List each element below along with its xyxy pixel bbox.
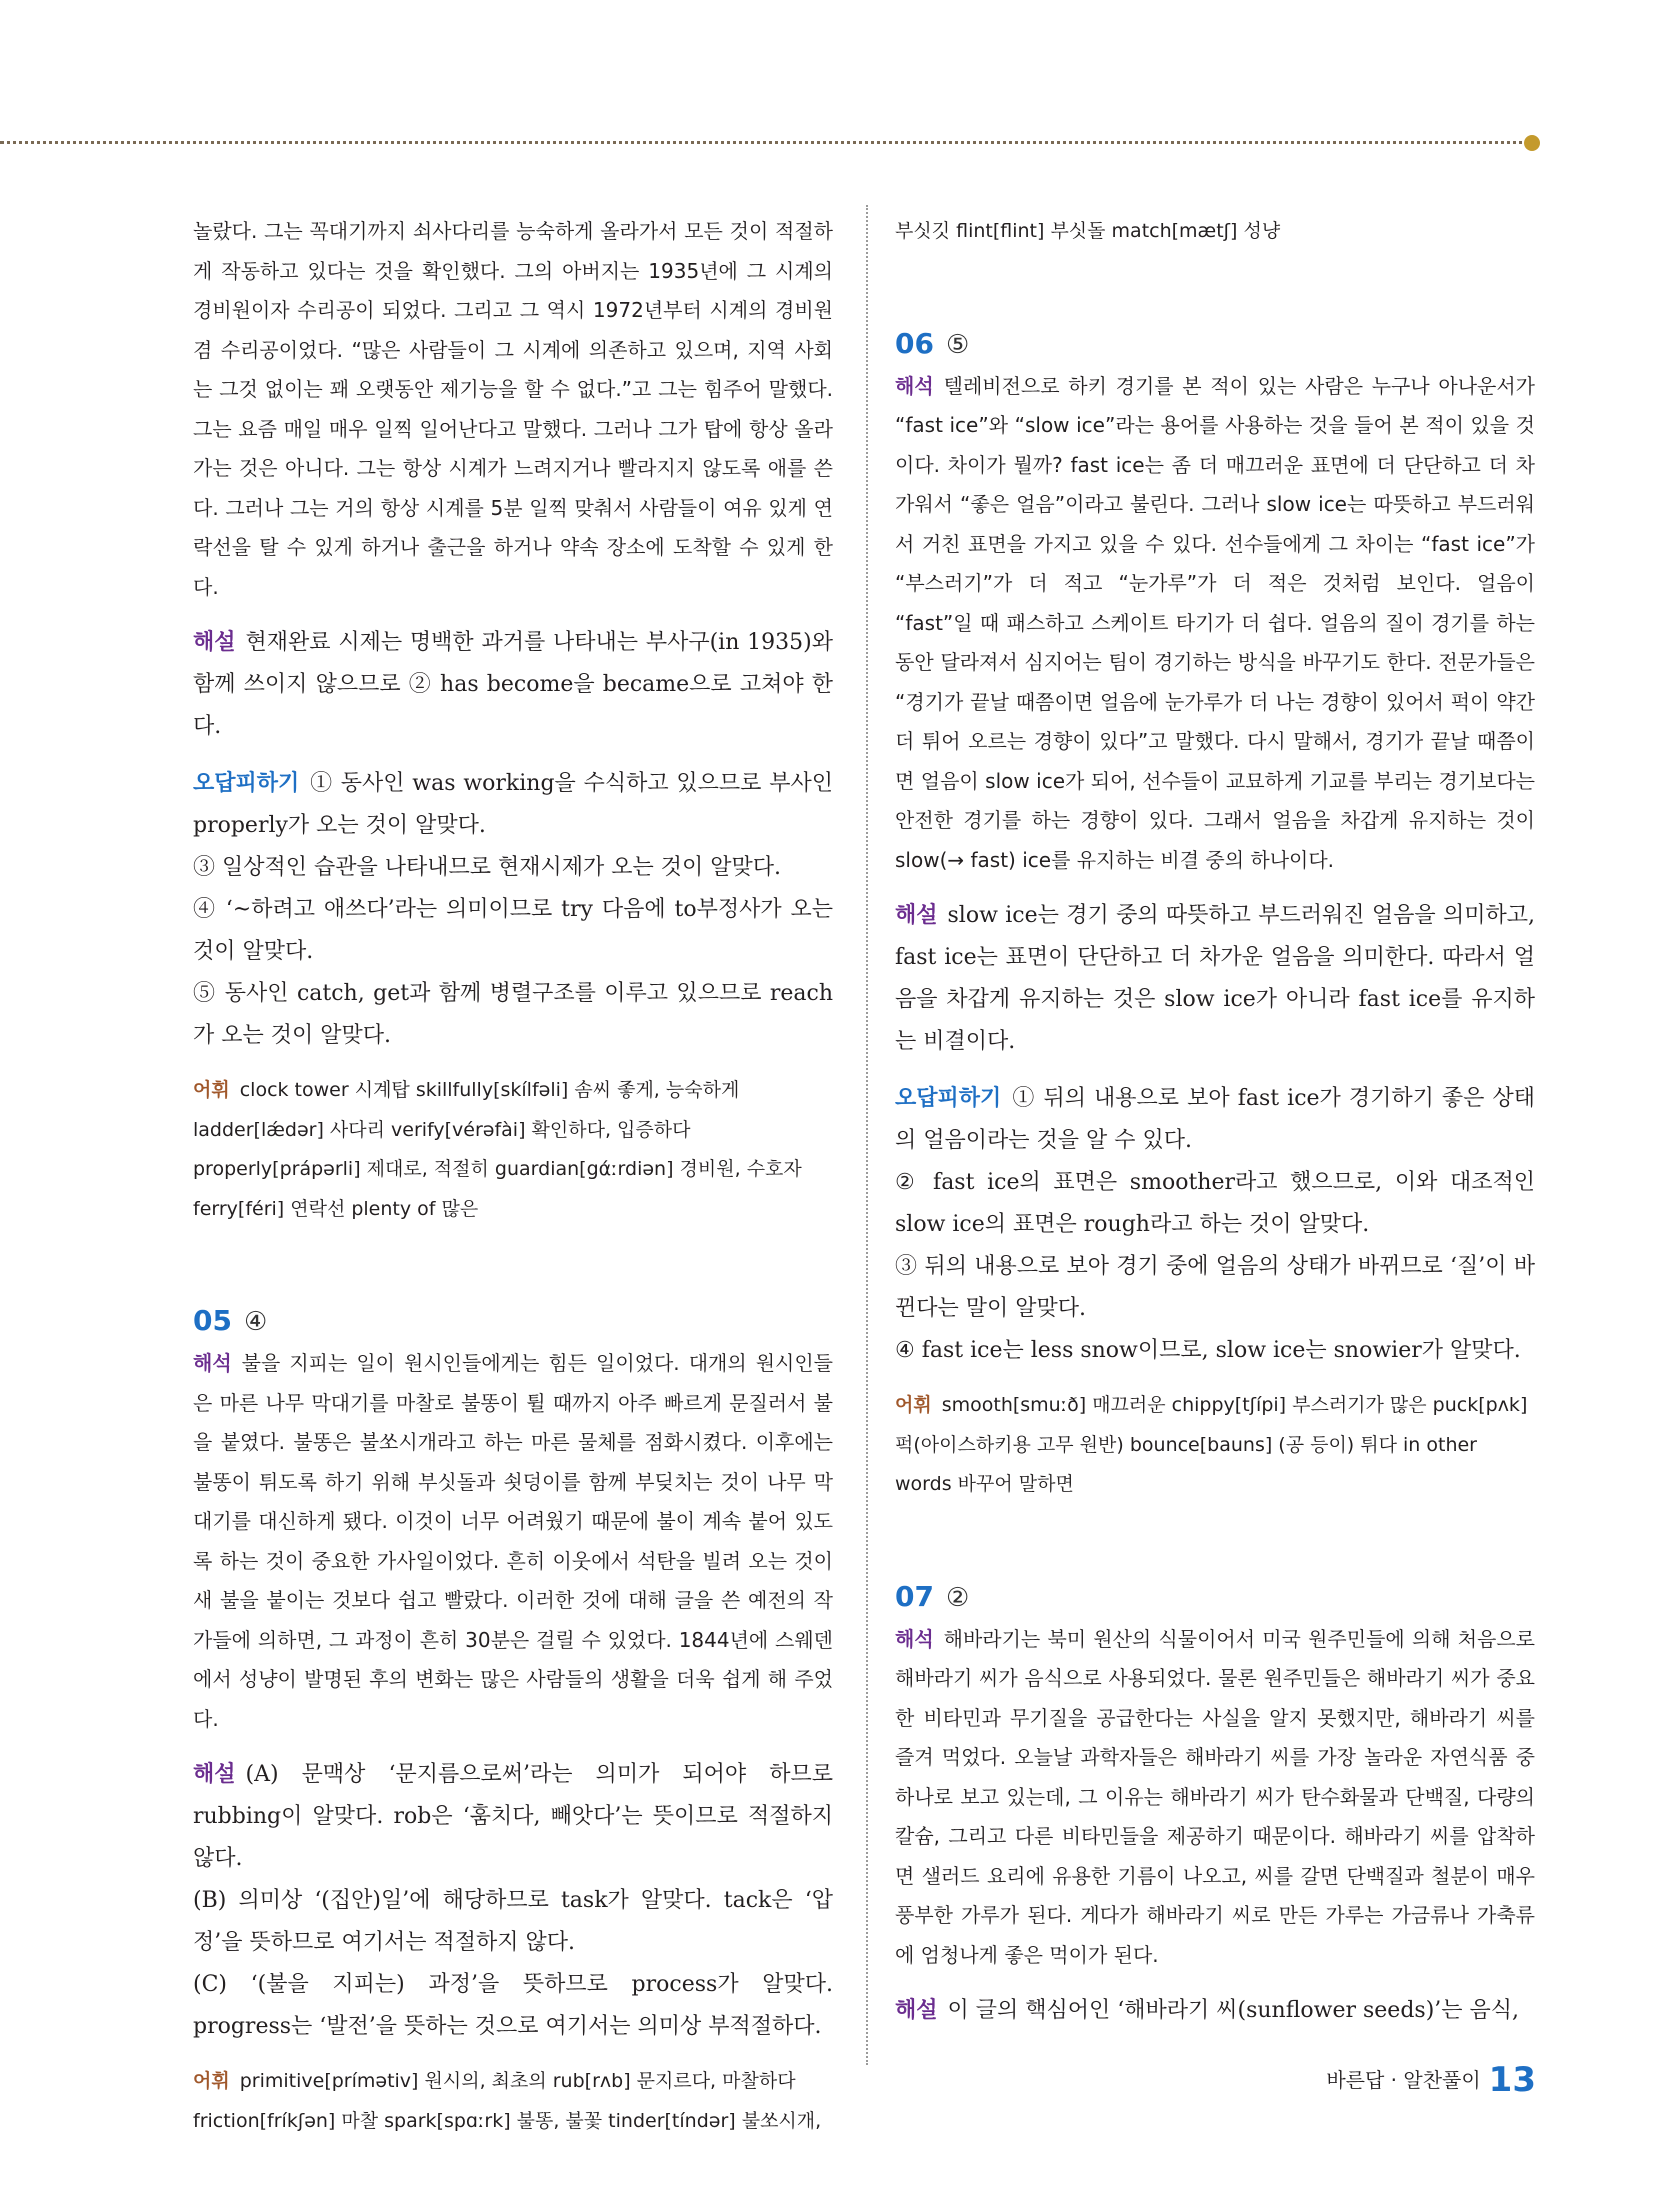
q06-wrong-answers — [895, 1077, 1535, 1162]
q05-answer: ④ — [243, 1307, 268, 1337]
q06-wrong-item-4: ④ fast ice는 less snow이므로, slow ice는 snowier가 알맞다. — [895, 1338, 1521, 1363]
q04-explanation — [193, 621, 833, 748]
page-number: 13 — [1488, 2060, 1536, 2100]
q06-explanation — [895, 894, 1535, 1063]
q05-vocabulary-continued: 부싯깃 flint[flint] 부싯돌 match[mætʃ] 성냥 — [895, 220, 1281, 242]
q05-explanation-a: (A) 문맥상 ‘문지름으로써’라는 의미가 되어야 하므로 rubbing이 알맞다. rob은 ‘훔치다, 빼앗다’는 뜻이므로 적절하지 않다. — [193, 1762, 833, 1871]
q06-wrong-item-3: ③ 뒤의 내용으로 보아 경기 중에 얼음의 상태가 바뀌므로 ‘질’이 바뀐다는 말이 알맞다. — [895, 1254, 1535, 1321]
top-dotted-rule — [0, 141, 1530, 144]
vocabulary-label: 어휘 — [193, 1079, 230, 1101]
q07-translation-text: 해바라기는 북미 원산의 식물이어서 미국 원주민들에 의해 처음으로 해바라기 씨가 음식으로 사용되었다. 물론 원주민들은 해바라기 씨가 중요한 비타민과 무기질을 공급한다는 사실을 알지 못했지만, 해바라기 씨를 즐겨 먹었다. 오늘날 과학자들은 해바라기 씨를 가장 놀라운 자연식품 중 하나로 보고 있는데, 그 이유는 해바라기 씨가 탄수화물과 단백질, 다량의 칼슘, 그리고 다른 비타민들을 제공하기 때문이다. 해바라기 씨를 압착하면 샐러드 요리에 유용한 기름이 나오고, 씨를 갈면 단백질과 철분이 매우 풍부한 가루가 된다. 게다가 해바라기 씨로 만든 가루는 가금류나 가축류에 엄청나게 좋은 먹이가 된다. — [895, 1626, 1535, 1967]
q05-vocabulary — [193, 2062, 833, 2141]
q04-wrong-answers — [193, 762, 833, 847]
q06-translation — [895, 367, 1535, 881]
explanation-label: 해설 — [193, 629, 236, 655]
vocabulary-label: 어휘 — [895, 1394, 932, 1416]
q07-answer: ② — [945, 1582, 970, 1613]
q06-vocabulary — [895, 1386, 1535, 1505]
q07-explanation — [895, 1989, 1535, 2032]
q04-vocabulary — [193, 1071, 833, 1229]
q04-wrong-item-5: ⑤ 동사인 catch, get과 함께 병렬구조를 이루고 있으므로 reach가 오는 것이 알맞다. — [193, 981, 833, 1048]
page-footer — [1326, 2060, 1536, 2100]
q06-wrong-item-1: ① 뒤의 내용으로 보아 fast ice가 경기하기 좋은 상태의 얼음이라는 것을 알 수 있다. — [895, 1086, 1535, 1153]
q06-number: 06 — [895, 326, 934, 360]
q05-explanation-c: (C) ‘(불을 지피는) 과정’을 뜻하므로 process가 알맞다. progress는 ‘발전’을 뜻하는 것으로 여기서는 의미상 부적절하다. — [193, 1972, 833, 2039]
book-title: 바른답 · 알찬풀이 — [1326, 2068, 1481, 2092]
q07-translation — [895, 1620, 1535, 1976]
q04-translation-continued: 놀랐다. 그는 꼭대기까지 쇠사다리를 능숙하게 올라가서 모든 것이 적절하게 작동하고 있다는 것을 확인했다. 그의 아버지는 1935년에 그 시계의 경비원이자 수리공이 되었다. 그리고 그 역시 1972년부터 시계의 경비원 겸 수리공이었다. “많은 사람들이 그 시계에 의존하고 있으며, 지역 사회는 그것 없이는 꽤 오랫동안 제기능을 할 수 없다.”고 그는 힘주어 말했다. 그는 요즘 매일 매우 일찍 일어난다고 말했다. 그러나 그가 탑에 항상 올라가는 것은 아니다. 그는 항상 시계가 느려지거나 빨라지지 않도록 애를 쓴다. 그러나 그는 거의 항상 시계를 5분 일찍 맞춰서 사람들이 여유 있게 연락선을 탈 수 있게 하거나 출근을 하거나 약속 장소에 도착할 수 있게 한다. — [193, 219, 833, 599]
translation-label: 해석 — [193, 1351, 232, 1375]
q07-number: 07 — [895, 1579, 934, 1613]
q07-explanation-text: 이 글의 핵심어인 ‘해바라기 씨(sunflower seeds)’는 음식, — [947, 1998, 1520, 2023]
column-divider — [866, 205, 868, 2065]
wrong-answers-label: 오답피하기 — [193, 770, 300, 796]
q05-translation-text: 불을 지피는 일이 원시인들에게는 힘든 일이었다. 대개의 원시인들은 마른 나무 막대기를 마찰로 불똥이 튈 때까지 아주 빠르게 문질러서 불을 붙였다. 불똥은 불쏘시개라고 하는 마른 물체를 점화시켰다. 이후에는 불똥이 튀도록 하기 위해 부싯돌과 쇳덩이를 함께 부딪치는 것이 나무 막대기를 대신하게 됐다. 이것이 너무 어려웠기 때문에 불이 계속 붙어 있도록 하는 것이 중요한 가사일이었다. 흔히 이웃에서 석탄을 빌려 오는 것이 새 불을 붙이는 것보다 쉽고 빨랐다. 이러한 것에 대해 글을 쓴 예전의 작가들에 의하면, 그 과정이 흔히 30분은 걸릴 수 있었다. 1844년에 스웨덴에서 성냥이 발명된 후의 변화는 많은 사람들의 생활을 더욱 쉽게 해 주었다. — [193, 1351, 833, 1731]
q04-vocabulary-text: clock tower 시계탑 skillfully[skílfəli] 솜씨 좋게, 능숙하게 ladder[lǽdər] 사다리 verify[vérəfài] 확인하다, 입증하다 properly[prápərli] 제대로, 적절히 guardian[gάːrdiən] 경비원, 수호자 ferry[féri] 연락선 plenty of 많은 — [193, 1079, 802, 1220]
q06-vocabulary-text: smooth[smuːð] 매끄러운 chippy[tʃípi] 부스러기가 많은 puck[pʌk] 퍽(아이스하키용 고무 원반) bounce[bauns] (공 등이) 튀다 in other words 바꾸어 말하면 — [895, 1394, 1528, 1495]
q05-vocabulary-text: primitive[prímətiv] 원시의, 최초의 rub[rʌb] 문지르다, 마찰하다 friction[fríkʃən] 마찰 spark[spɑːrk] 불똥, 불꽃 tinder[tíndər] 불쏘시개, — [193, 2070, 822, 2132]
q05-heading — [193, 1299, 833, 1344]
translation-label: 해석 — [895, 373, 934, 398]
q06-answer: ⑤ — [945, 329, 970, 360]
q06-heading — [895, 322, 1535, 367]
left-column — [193, 212, 833, 2141]
q04-wrong-item-1: ① 동사인 was working을 수식하고 있으므로 부사인 properly가 오는 것이 알맞다. — [193, 771, 833, 838]
q04-explanation-text: 현재완료 시제는 명백한 과거를 나타내는 부사구(in 1935)와 함께 쓰이지 않으므로 ② has become을 became으로 고쳐야 한다. — [193, 630, 833, 739]
explanation-label: 해설 — [895, 1997, 938, 2023]
right-column — [895, 212, 1535, 2032]
q04-wrong-item-4: ④ ‘~하려고 애쓰다’라는 의미이므로 try 다음에 to부정사가 오는 것이 알맞다. — [193, 897, 833, 964]
q06-explanation-text: slow ice는 경기 중의 따뜻하고 부드러워진 얼음을 의미하고, fast ice는 표면이 단단하고 더 차가운 얼음을 의미한다. 따라서 얼음을 차갑게 유지하는 것은 slow ice가 아니라 fast ice를 유지하는 비결이다. — [895, 903, 1535, 1054]
q05-explanation-b: (B) 의미상 ‘(집안)일’에 해당하므로 task가 알맞다. tack은 ‘압정’을 뜻하므로 여기서는 적절하지 않다. — [193, 1888, 833, 1955]
translation-label: 해석 — [895, 1626, 934, 1651]
vocabulary-label: 어휘 — [193, 2070, 230, 2092]
q07-heading — [895, 1575, 1535, 1620]
q06-translation-text: 텔레비전으로 하키 경기를 본 적이 있는 사람은 누구나 아나운서가 “fast ice”와 “slow ice”라는 용어를 사용하는 것을 들어 본 적이 있을 것이다. 차이가 뭘까? fast ice는 좀 더 매끄러운 표면에 더 단단하고 더 차가워서 “좋은 얼음”이라고 불린다. 그러나 slow ice는 따뜻하고 부드러워서 거친 표면을 가지고 있을 수 있다. 선수들에게 그 차이는 “fast ice”가 “부스러기”가 더 적고 “눈가루”가 더 적은 것처럼 보인다. 얼음이 “fast”일 때 패스하고 스케이트 타기가 더 쉽다. 얼음의 질이 경기를 하는 동안 달라져서 심지어는 팀이 경기하는 방식을 바꾸기도 한다. 전문가들은 “경기가 끝날 때쯤이면 얼음에 눈가루가 더 나는 경향이 있어서 퍽이 약간 더 튀어 오르는 경향이 있다”고 말했다. 다시 말해서, 경기가 끝날 때쯤이면 얼음이 slow ice가 되어, 선수들이 교묘하게 기교를 부리는 경기보다는 안전한 경기를 하는 경향이 있다. 그래서 얼음을 차갑게 유지하는 것이 slow(→ fast) ice를 유지하는 비결 중의 하나이다. — [895, 373, 1535, 872]
q05-translation — [193, 1344, 833, 1739]
q05-number: 05 — [193, 1304, 232, 1337]
wrong-answers-label: 오답피하기 — [895, 1085, 1002, 1111]
explanation-label: 해설 — [193, 1761, 236, 1787]
explanation-label: 해설 — [895, 902, 938, 928]
q05-explanation — [193, 1753, 833, 1880]
q04-wrong-item-3: ③ 일상적인 습관을 나타내므로 현재시제가 오는 것이 알맞다. — [193, 855, 781, 880]
q06-wrong-item-2: ② fast ice의 표면은 smoother라고 했으므로, 이와 대조적인 slow ice의 표면은 rough라고 하는 것이 알맞다. — [895, 1170, 1535, 1237]
top-rule-end-dot — [1524, 135, 1540, 151]
